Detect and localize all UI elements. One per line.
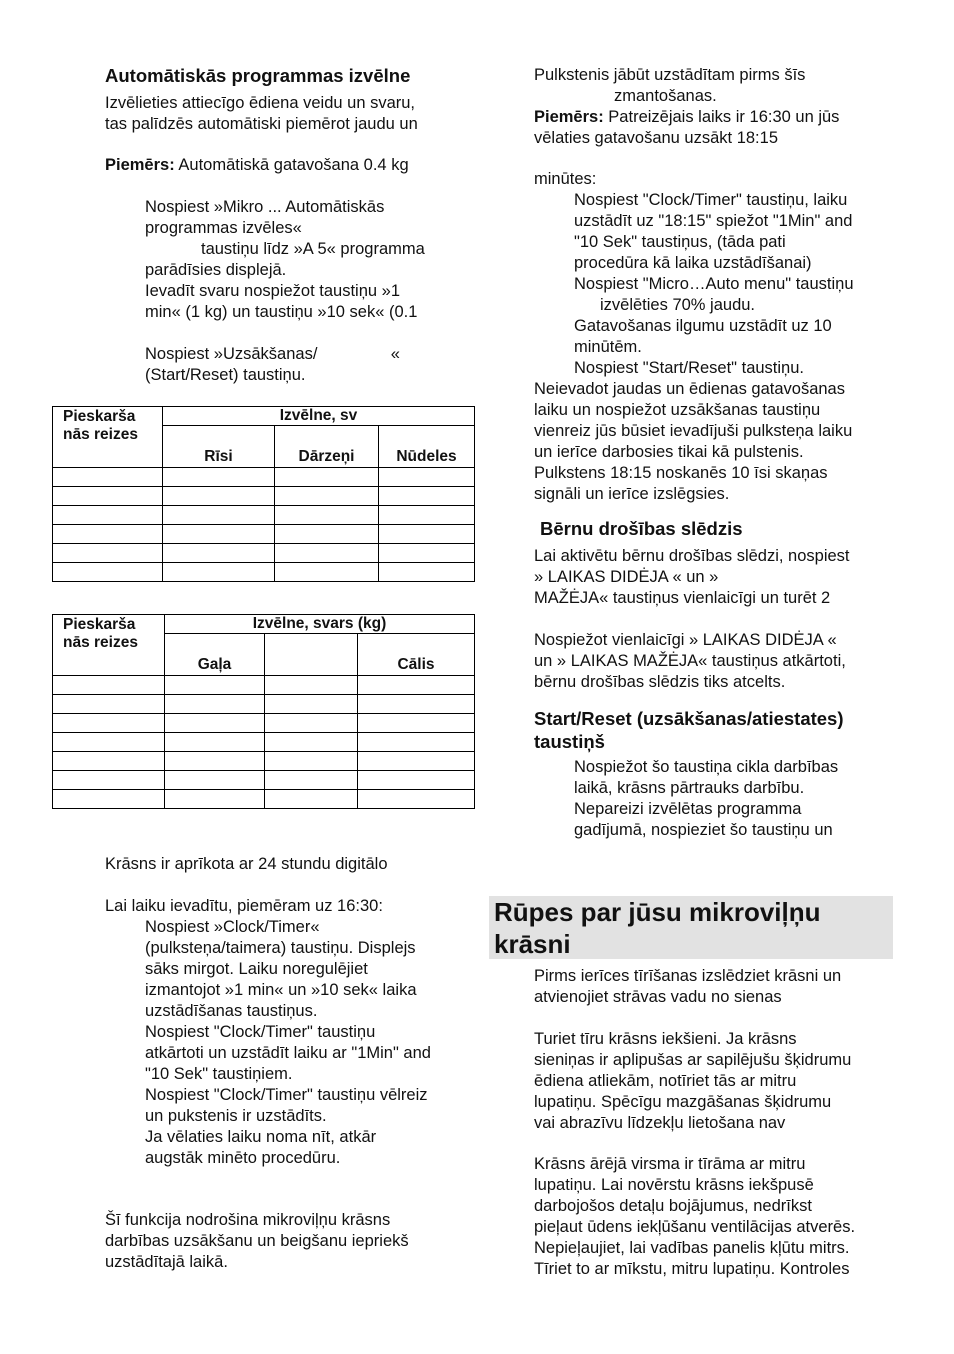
- text-line: vai abrazīvu līdzekļu lietošana nav: [534, 1114, 786, 1132]
- table-row: [53, 468, 475, 487]
- text-line: signāli un ierīce izslēgsies.: [534, 485, 730, 503]
- text-line: sieniņas ir aplipušas ar sapilējušu šķidrumu: [534, 1051, 852, 1069]
- child-lock-heading: Bērnu drošības slēdzis: [540, 518, 743, 539]
- table-row: [53, 695, 475, 714]
- text-line: Nospiest »Uzsākšanas/ «: [145, 345, 400, 363]
- text-line: Izvēlieties attiecīgo ēdiena veidu un svaru,: [105, 94, 416, 112]
- text-line: Nospiest »Mikro ... Automātiskās: [145, 198, 385, 216]
- title-line: krāsni: [494, 929, 571, 959]
- table-row: [53, 714, 475, 733]
- text-line: Nepieļaujiet, lai vadības panelis kļūtu mitrs.: [534, 1239, 850, 1257]
- care-text-3: [534, 1154, 855, 1280]
- clock-intro: Krāsns ir aprīkota ar 24 stundu digitālo: [105, 855, 388, 873]
- table-row: [53, 676, 475, 695]
- text-line: Nospiest "Clock/Timer" taustiņu, laiku: [574, 191, 848, 209]
- text-line: taustiņu līdz »A 5« programma: [201, 240, 425, 258]
- text-line: parādīsies displejā.: [145, 261, 287, 279]
- start-reset-text: [534, 757, 838, 841]
- text-line: Nospiest "Clock/Timer" taustiņu: [145, 1023, 376, 1041]
- text-line: » LAIKAS DIDĖJA « un »: [534, 568, 719, 586]
- text-line: augstāk minēto procedūru.: [145, 1149, 341, 1167]
- text-line: Tīriet to ar mīkstu, mitru lupatiņu. Kontroles: [534, 1260, 850, 1278]
- delay-start-steps: [534, 169, 854, 505]
- text-line: Turiet tīru krāsns iekšieni. Ja krāsns: [534, 1030, 797, 1048]
- text-line: tas palīdzēs automātiski piemērot jaudu un: [105, 115, 418, 133]
- text-line: lupatiņu. Spēcīgu mazgāšanas šķidrumu: [534, 1093, 832, 1111]
- text-line: uzstādīt uz "18:15" spiežot "1Min" and: [574, 212, 853, 230]
- table-col-header: Cālis: [358, 634, 475, 676]
- text-line: Gatavošanas ilgumu uzstādīt uz 10: [574, 317, 832, 335]
- care-text-1: [534, 966, 841, 1008]
- start-reset-heading: [534, 707, 844, 753]
- text-line: (pulksteņa/taimera) taustiņu. Displejs: [145, 939, 416, 957]
- table-col-header: Rīsi: [163, 426, 275, 468]
- table-row: [53, 563, 475, 582]
- text-line: [534, 609, 850, 630]
- text-line: Pirms ierīces tīrīšanas izslēdziet krāsni un: [534, 967, 842, 985]
- text-line: pieļaut ūdens iekļūšanu ventilācijas atverēs.: [534, 1218, 856, 1236]
- text-line: Krāsns ārējā virsma ir tīrāma ar mitru: [534, 1155, 806, 1173]
- text-line: minūtes:: [534, 170, 597, 188]
- child-lock-text: [534, 546, 850, 693]
- text-line: [534, 107, 839, 128]
- care-text-2: [534, 1029, 851, 1134]
- text-line: taustiņš: [534, 731, 605, 752]
- text-line: atkārtoti un uzstādīt laiku ar "1Min" and: [145, 1044, 431, 1062]
- text-line: minūtēm.: [574, 338, 642, 356]
- auto-menu-steps: [105, 197, 425, 386]
- text-line: lupatiņu. Lai novērstu krāsns iekšpusē: [534, 1176, 814, 1194]
- text-line: Nospiest "Micro…Auto menu" taustiņu: [574, 275, 854, 293]
- text-line: Nepareizi izvēlētas programma: [574, 800, 802, 818]
- weight-table-2: [52, 614, 475, 809]
- delay-start-top: [534, 65, 839, 149]
- table-row: [53, 525, 475, 544]
- text-line: [105, 323, 425, 344]
- text-line: "10 Sek" taustiņus, (tāda pati: [574, 233, 786, 251]
- text-line: programmas izvēles«: [145, 219, 302, 237]
- text-line: bērnu drošības slēdzis tiks atcelts.: [534, 673, 786, 691]
- text-line: Neievadot jaudas un ēdienas gatavošanas: [534, 380, 845, 398]
- text-line: zmantošanas.: [614, 87, 717, 105]
- table-col-header: [265, 634, 358, 676]
- text-line: atvienojiet strāvas vadu no sienas: [534, 988, 782, 1006]
- title-line: Rūpes par jūsu mikroviļņu: [494, 897, 821, 927]
- text-line: min« (1 kg) un taustiņu »10 sek« (0.1: [145, 303, 418, 321]
- text-line: MAŽĖJA« taustiņus vienlaicīgi un turēt 2: [534, 589, 831, 607]
- text-line: un » LAIKAS MAŽĖJA« taustiņus atkārtoti,: [534, 652, 846, 670]
- text-line: vienreiz jūs būsiet ievadījuši pulksteņa laiku: [534, 422, 853, 440]
- text-line: izvēlēties 70% jaudu.: [600, 296, 756, 314]
- auto-menu-example: [105, 155, 409, 176]
- text-line: Ievadīt svaru nospiežot taustiņu »1: [145, 282, 400, 300]
- table-corner: Pieskarša nās reizes: [53, 407, 163, 468]
- text-line: Nospiežot vienlaicīgi » LAIKAS DIDĖJA «: [534, 631, 837, 649]
- example-label: Piemērs:: [534, 108, 604, 126]
- table-col-header: Dārzeņi: [275, 426, 379, 468]
- text-line: Nospiest "Clock/Timer" taustiņu vēlreiz: [145, 1086, 428, 1104]
- example-label: Piemērs:: [105, 156, 175, 174]
- auto-menu-intro: [105, 93, 418, 135]
- care-section-title: [489, 896, 893, 959]
- table-row: [53, 487, 475, 506]
- text-line: Lai aktivētu bērnu drošības slēdzi, nospiest: [534, 547, 850, 565]
- example-text: Patreizējais laiks ir 16:30 un jūs: [603, 108, 840, 126]
- text-line: sāks mirgot. Laiku noregulējiet: [145, 960, 368, 978]
- text-line: Nospiest "Start/Reset" taustiņu.: [574, 359, 804, 377]
- table-corner: Pieskarša nās reizes: [53, 615, 165, 676]
- table-menu-header: Izvēlne, sv: [163, 407, 475, 426]
- text-line: uzstādītajā laikā.: [105, 1253, 228, 1271]
- text-line: laikā, krāsns pārtrauks darbību.: [574, 779, 805, 797]
- text-line: vēlaties gatavošanu uzsākt 18:15: [534, 129, 778, 147]
- table-col-header: Gaļa: [165, 634, 265, 676]
- text-line: laiku un nospiežot uzsākšanas taustiņu: [534, 401, 821, 419]
- example-text: Automātiskā gatavošana 0.4 kg: [174, 156, 409, 174]
- clock-section: [105, 896, 431, 1169]
- weight-table-1: [52, 406, 475, 582]
- text-line: "10 Sek" taustiņiem.: [145, 1065, 293, 1083]
- table-row: [53, 733, 475, 752]
- text-line: darbības uzsākšanu un beigšanu iepriekš: [105, 1232, 409, 1250]
- text-line: Lai laiku ievadītu, piemēram uz 16:30:: [105, 897, 383, 915]
- text-line: Ja vēlaties laiku noma nīt, atkār: [145, 1128, 377, 1146]
- text-line: uzstādīšanas taustiņus.: [145, 1002, 318, 1020]
- text-line: izmantojot »1 min« un »10 sek« laika: [145, 981, 417, 999]
- text-line: gadījumā, nospieziet šo taustiņu un: [574, 821, 833, 839]
- table-menu-header: Izvēlne, svars (kg): [165, 615, 475, 634]
- text-line: un ierīce darbosies tikai kā pulstenis.: [534, 443, 804, 461]
- auto-menu-heading: Automātiskās programmas izvēlne: [105, 65, 411, 86]
- delay-start-text: [105, 1210, 409, 1273]
- table-col-header: Nūdeles: [379, 426, 475, 468]
- text-line: Šī funkcija nodrošina mikroviļņu krāsns: [105, 1211, 391, 1229]
- text-line: darbojošos detaļu bojājumus, nedrīkst: [534, 1197, 812, 1215]
- text-line: Start/Reset (uzsākšanas/atiestates): [534, 708, 844, 729]
- table-row: [53, 752, 475, 771]
- table-row: [53, 506, 475, 525]
- text-line: Pulkstens 18:15 noskanēs 10 īsi skaņas: [534, 464, 828, 482]
- table-row: [53, 544, 475, 563]
- text-line: Nospiežot šo taustiņa cikla darbības: [574, 758, 839, 776]
- text-line: procedūra kā laika uzstādīšanai): [574, 254, 812, 272]
- text-line: Nospiest »Clock/Timer«: [145, 918, 320, 936]
- table-row: [53, 790, 475, 809]
- text-line: Pulkstenis jābūt uzstādītam pirms šīs: [534, 66, 806, 84]
- text-line: ēdiena atliekām, notīriet tās ar mitru: [534, 1072, 797, 1090]
- table-row: [53, 771, 475, 790]
- text-line: un pukstenis ir uzstādīts.: [145, 1107, 327, 1125]
- text-line: (Start/Reset) taustiņu.: [145, 366, 306, 384]
